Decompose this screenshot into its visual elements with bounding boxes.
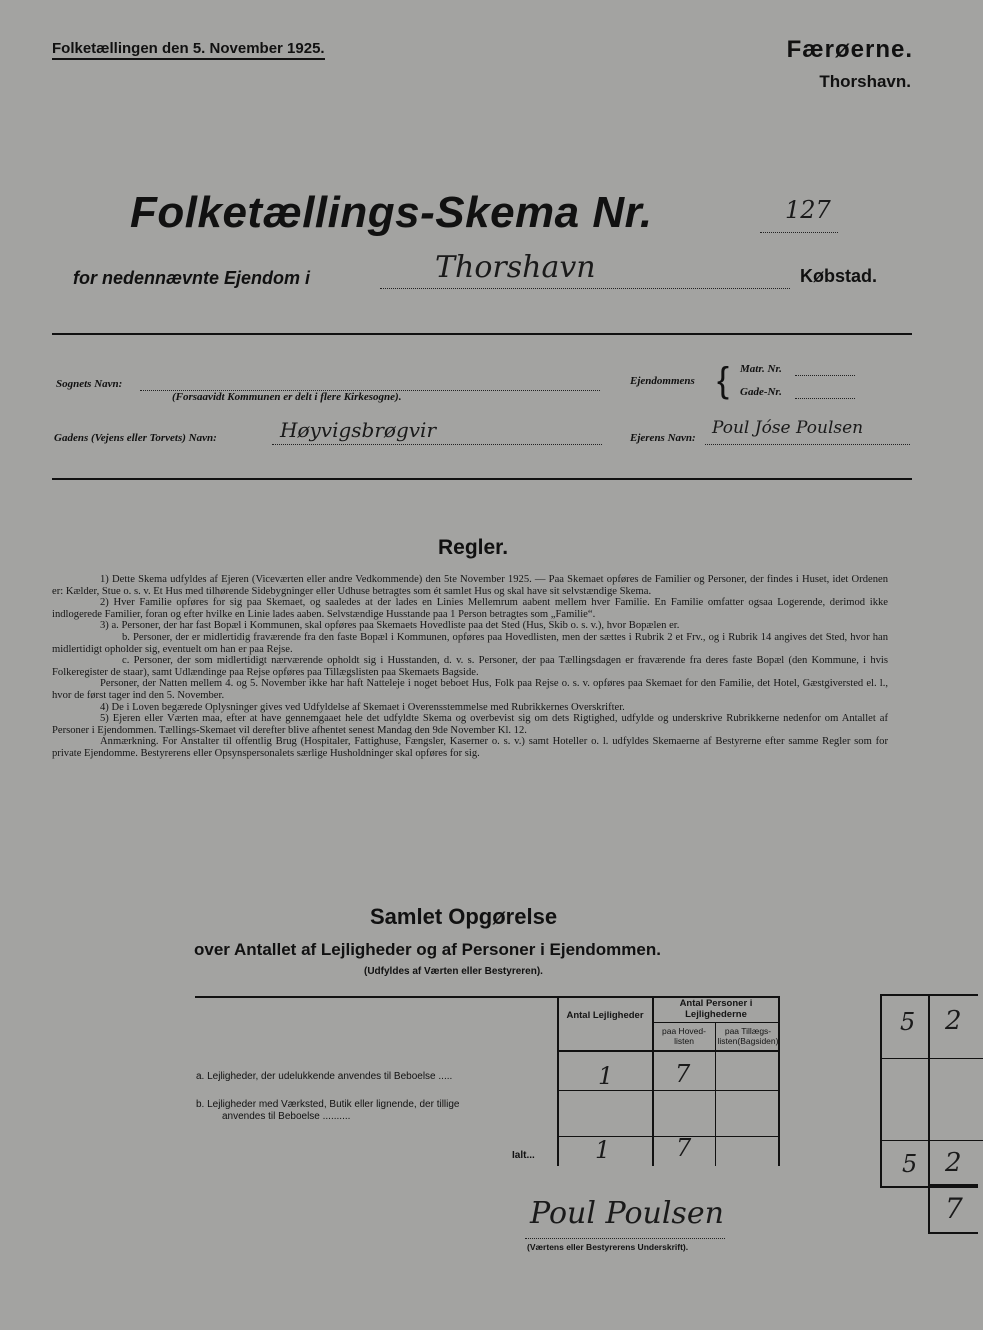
ejer-line (705, 444, 910, 445)
gade-value: Høyvigsbrøgvir (280, 418, 437, 442)
matr-line (795, 375, 855, 376)
subtitle-prefix: for nedennævnte Ejendom i (73, 268, 311, 288)
gade-nr-line (795, 398, 855, 399)
row-b-label-2: anvendes til Beboelse .......... (222, 1111, 351, 1122)
signature-caption: (Værtens eller Bestyrerens Underskrift). (527, 1242, 689, 1252)
sub-header-line (654, 1022, 778, 1023)
row-ialt-label: Ialt... (512, 1150, 535, 1161)
side-2-right: 2 (945, 1148, 962, 1178)
ejer-value: Poul Jóse Poulsen (712, 418, 864, 438)
side-box-divider (928, 994, 930, 1184)
sogn-label: Sognets Navn: (56, 378, 123, 390)
town-title: Thorshavn. (819, 72, 911, 91)
signature-line (525, 1238, 725, 1239)
row-a-label: a. Lejligheder, der udelukkende anvendes til Beboelse ..... (196, 1071, 453, 1082)
place-line (380, 288, 790, 289)
side-2-left: 5 (902, 1150, 918, 1178)
regler-heading: Regler. (438, 536, 509, 559)
matr-label: Matr. Nr. (740, 363, 782, 375)
col-tillaeg-header: paa Tillægs-listen(Bagsiden) (717, 1026, 779, 1046)
side-3: 7 (945, 1192, 963, 1225)
form-number: 127 (785, 196, 831, 224)
col-personer-header: Antal Personer i Lejlighederne (679, 998, 753, 1020)
census-date-line: Folketællingen den 5. November 1925. (52, 40, 325, 60)
row-a-hoved: 7 (675, 1060, 691, 1088)
divider-mid (52, 478, 912, 480)
region-title: Færøerne. (786, 36, 913, 63)
side-box-low-line (880, 1140, 983, 1141)
row-b-label-1: b. Lejligheder med Værksted, Butik eller lignende, der tillige (196, 1099, 460, 1110)
number-line (760, 232, 838, 233)
row-a-antal: 1 (598, 1062, 614, 1090)
gade-line (272, 444, 602, 445)
col-hoved-header: paa Hoved-listen (662, 1026, 706, 1046)
rule-anmaerkning: Anmærkning. For Anstalter til offentlig Brug (Hospitaler, Fattighuse, Fængsler, Kaserner o. s. v.) samt Hoteller o. l. udfyldes Skemaerne af Bestyrerne efter samme Regler som for private Ejendomme. Bestyrerens eller Opsynspersonalets særlige Husholdninger skal opføres for sig. (52, 736, 888, 759)
rule-3b: b. Personer, der er midlertidig fraværende fra den faste Bopæl i Kommunen, opføres paa Hovedlisten, men der sættes i Rubrik 2 et Frv., og i Rubrik 14 angives det Sted, hvor han midlertidigt opholder sig, eventuelt om han er paa Rejse. (52, 631, 888, 655)
col-antal-header: Antal Lejligheder (566, 1010, 644, 1021)
rule-3-personer: Personer, der Natten mellem 4. og 5. November ikke har haft Natteleje i noget beboet Hus, Folk paa Rejse o. s. v. opføres paa Skemaet for den Familie, det Hotel, Gæstgiversted el. l., hvor de først tager ind den 5. November. (52, 678, 888, 701)
subtitle-suffix: Købstad. (800, 266, 878, 286)
row-b-bottom (557, 1136, 779, 1137)
sogn-note: (Forsaavidt Kommunen er delt i flere Kirkesogne). (172, 391, 402, 403)
row-a-bottom (557, 1090, 779, 1091)
ejendom-brace: { (717, 359, 730, 400)
rule-1: 1) Dette Skema udfyldes af Ejeren (Viceværten eller andre Vedkommende) den 5te November 1925. — Paa Skemaet opføres de Familier og Personer, der findes i Huset, idet Ordenen er: Kælder, Stue o. s. v. Et Hus med tilhørende Sidebygninger eller Udhuse betragtes som ét samlet Hus og skal have sit selvstændige Skema. (52, 574, 888, 597)
regler-text (52, 574, 888, 760)
place-name: Thorshavn (435, 250, 596, 285)
divider-top (52, 333, 912, 335)
signature: Poul Poulsen (530, 1196, 724, 1231)
col-line-3 (715, 1022, 716, 1166)
ejer-label: Ejerens Navn: (630, 432, 696, 444)
side-1-right: 2 (945, 1006, 962, 1036)
rule-4: 4) De i Loven begærede Oplysninger gives ved Udfyldelse af Skemaet i Overensstemmelse med Rubrikkernes Overskrifter. (100, 701, 625, 713)
rule-5: 5) Ejeren eller Værten maa, efter at have gennemgaaet hele det udfyldte Skema og overbevist sig om dets Rigtighed, udfylde og underskrive Rubrikkerne nedenfor om Antallet af Personer i Ejendommen. Tællings-Skemaet vil derefter blive afhentet senest Mandag den 9de November Kl. 12. (52, 713, 888, 736)
side-1-left: 5 (900, 1008, 916, 1036)
col-line-1 (557, 996, 559, 1166)
header-bottom (557, 1050, 779, 1052)
side-box-mid-line (880, 1058, 983, 1059)
ialt-antal: 1 (595, 1136, 611, 1164)
summary-note: (Udfyldes af Værten eller Bestyreren). (364, 966, 543, 977)
col-line-4 (778, 996, 780, 1166)
gade-nr-label: Gade-Nr. (740, 386, 782, 398)
form-title: Folketællings-Skema Nr. (130, 188, 653, 237)
ejendom-label: Ejendommens (630, 375, 695, 387)
summary-subtitle: over Antallet af Lejligheder og af Personer i Ejendommen. (194, 940, 661, 959)
rule-3a: 3) a. Personer, der har fast Bopæl i Kommunen, skal opføres paa Skemaets Hovedliste paa det Sted (Hus, Skib o. s. v.), hvor Bopælen er. (100, 620, 680, 632)
gade-label: Gadens (Vejens eller Torvets) Navn: (54, 432, 217, 444)
summary-title: Samlet Opgørelse (370, 904, 558, 929)
ialt-hoved: 7 (676, 1134, 692, 1162)
rule-3c: c. Personer, der som midlertidigt nærværende opholdt sig i Husstanden, d. v. s. Personer, der paa Tællingsdagen er fraværende fra deres faste Bopæl (den Kommune, i hvis Folkeregister de staar), samt Udlændinge paa Rejse opføres paa Tillægslisten paa Skemaets Bagside. (52, 655, 888, 678)
rule-2: 2) Hver Familie opføres for sig paa Skemaet, og saaledes at der lades en Linies Mellemrum aabent mellem hver Familie. En Familie omfatter ogsaa Logerende, derimod ikke indlogerede Familier, foran og efter hvilke en Linie lades aaben. Selvstændige Husstande paa 1 Person betragtes som „Familie“. (52, 597, 888, 620)
